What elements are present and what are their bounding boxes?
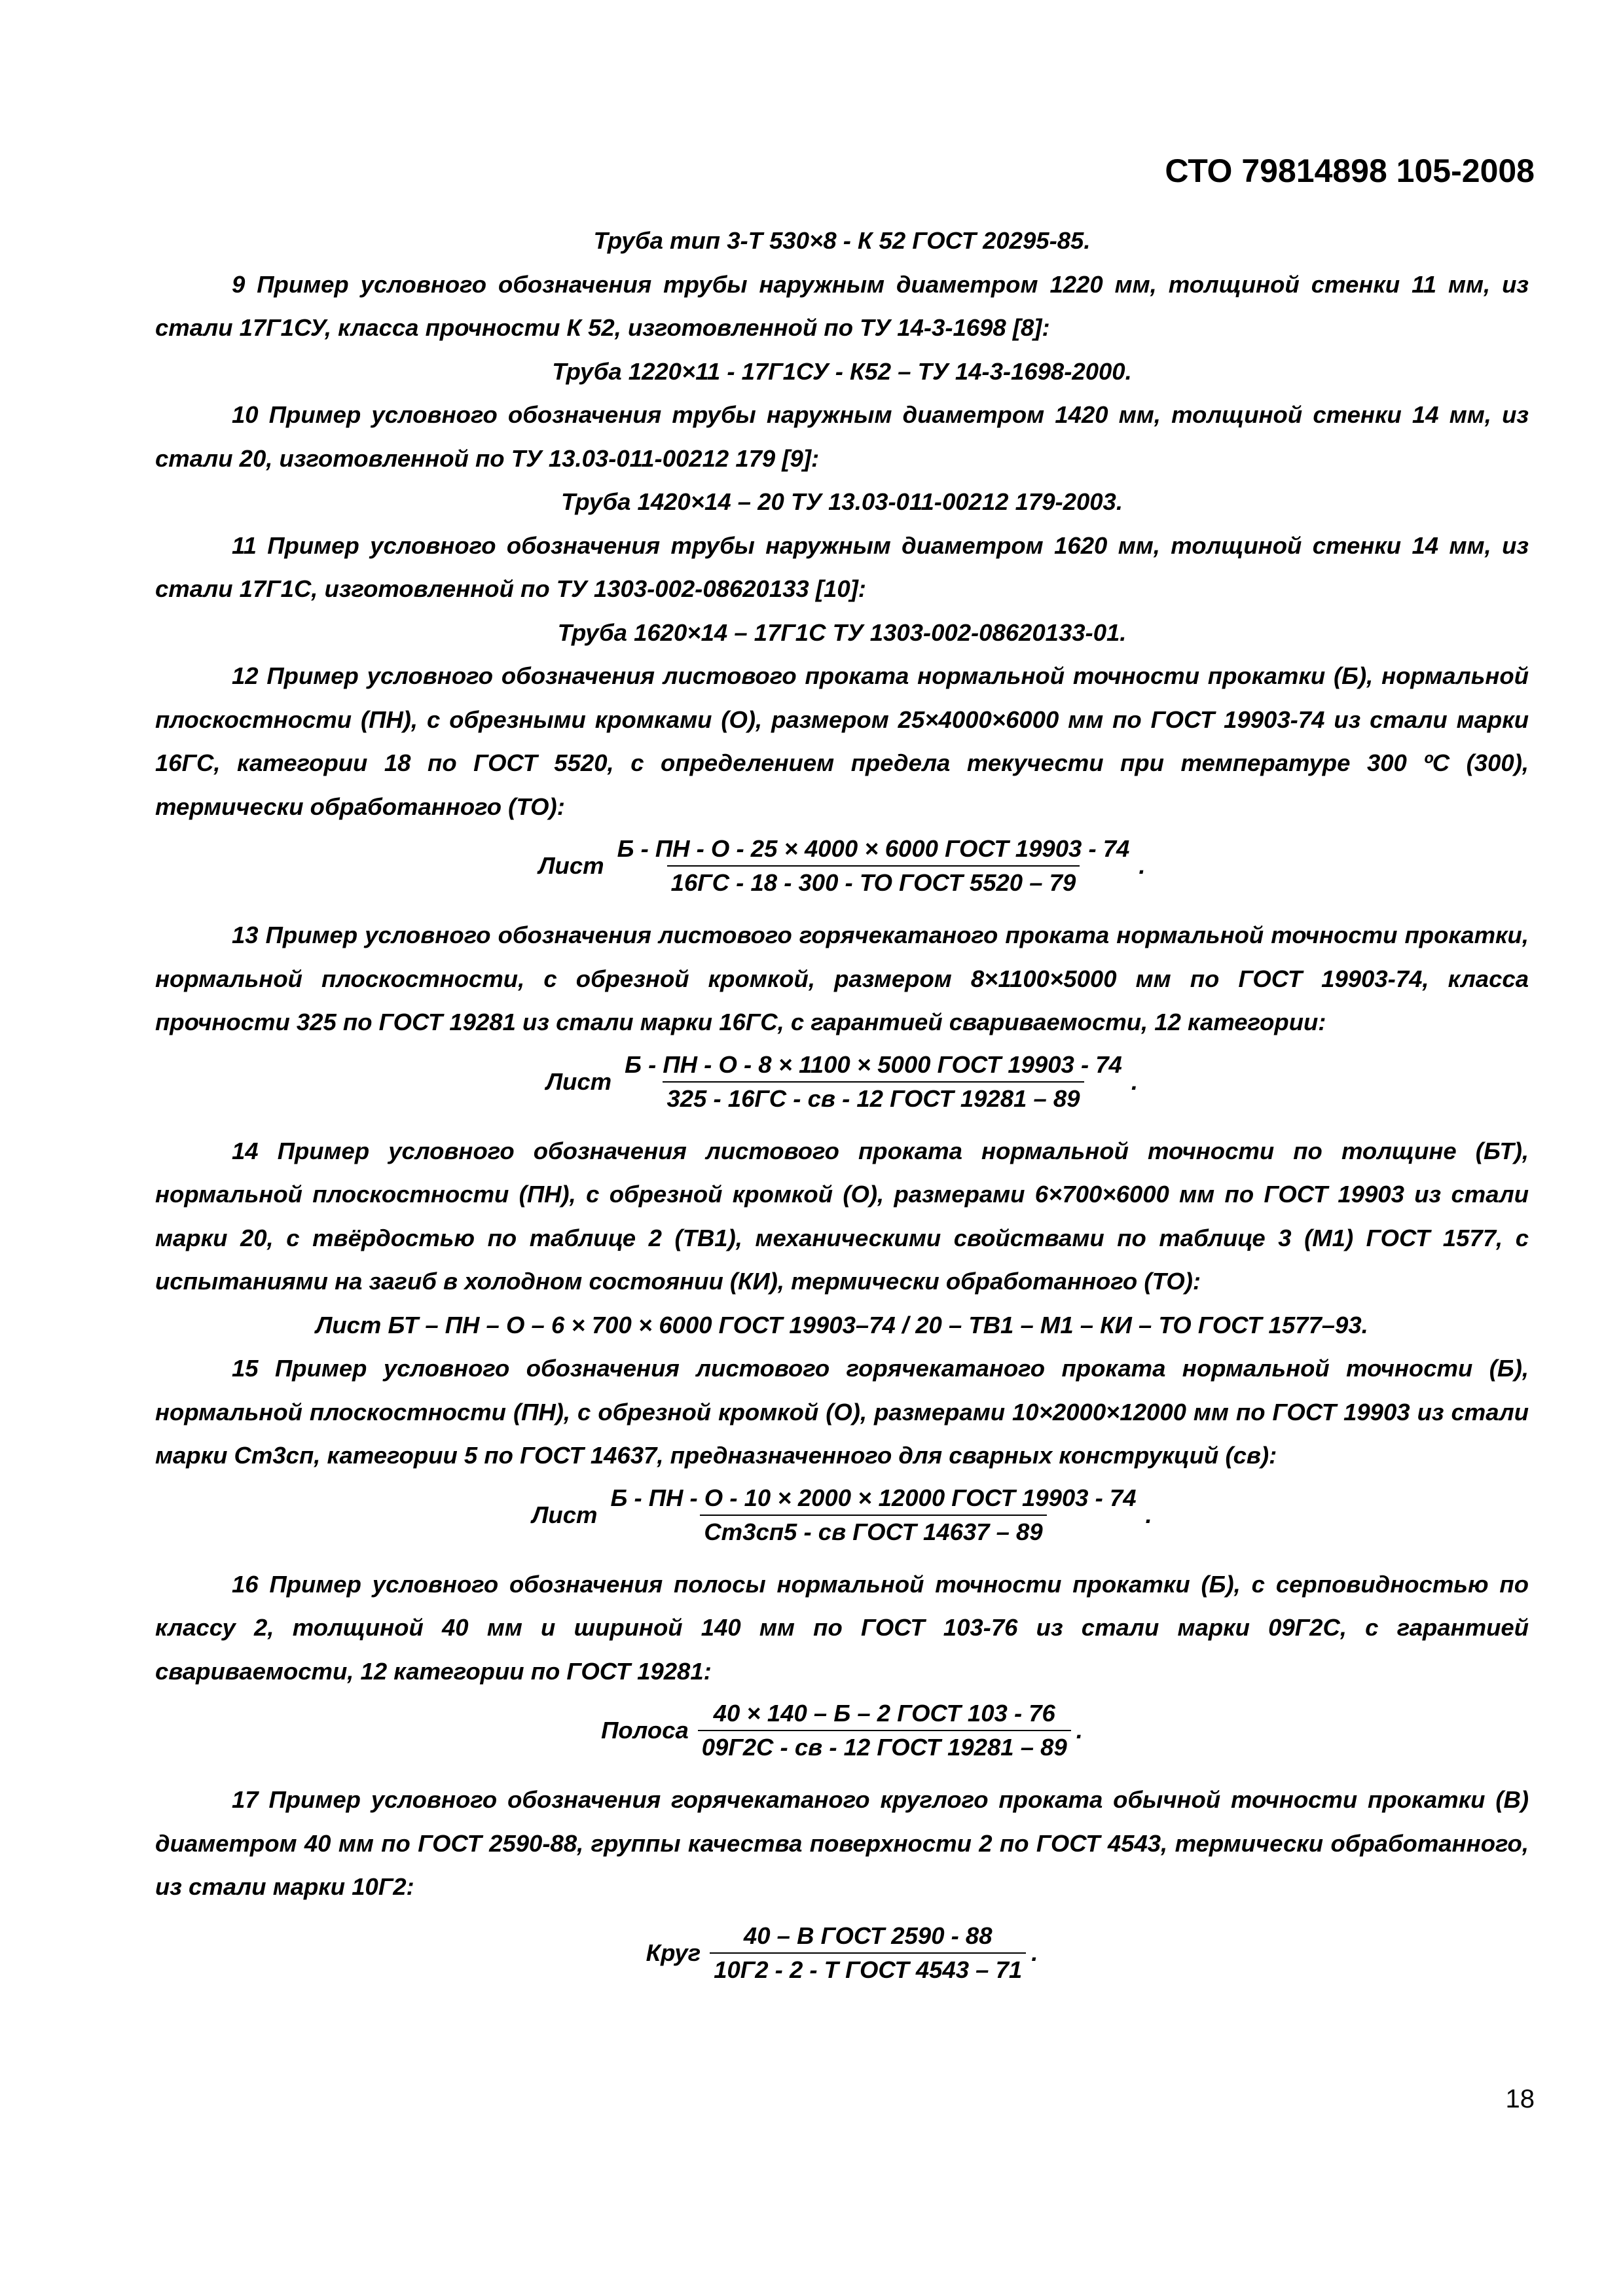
fraction-numerator: Б - ПН - О - 8 × 1100 × 5000 ГОСТ 19903 - 74	[625, 1050, 1122, 1078]
formula-word: Лист	[538, 852, 604, 879]
formula-example-17	[155, 1922, 1529, 1984]
example-15-text: 15 Пример условного обозначения листового горячекатаного проката нормальной точности (Б), нормальной плоскостности (ПН), с обрезной кромкой (О), размерами 10×2000×12000 мм по ГОСТ 19903 из стали марки Ст3сп, категории 5 по ГОСТ 14637, предназначенного для сварных конструкций (св):	[155, 1355, 1529, 1469]
formula-word: Полоса	[601, 1717, 689, 1744]
fraction	[613, 835, 1134, 897]
fraction-denominator: 16ГС - 18 - 300 - ТО ГОСТ 5520 – 79	[667, 865, 1080, 897]
fraction-numerator: 40 – В ГОСТ 2590 - 88	[743, 1922, 993, 1949]
fraction-numerator: Б - ПН - О - 10 × 2000 × 12000 ГОСТ 19903 - 74	[610, 1484, 1137, 1511]
fraction-denominator: 325 - 16ГС - св - 12 ГОСТ 19281 – 89	[663, 1081, 1084, 1113]
designation-example-14: Лист БТ – ПН – О – 6 × 700 × 6000 ГОСТ 19903–74 / 20 – ТВ1 – М1 – КИ – ТО ГОСТ 1577–93.	[316, 1311, 1368, 1338]
fraction	[698, 1700, 1071, 1761]
designation-example-8: Труба тип 3-Т 530×8 - К 52 ГОСТ 20295-85.	[593, 227, 1091, 254]
fraction-numerator: 40 × 140 – Б – 2 ГОСТ 103 - 76	[713, 1700, 1055, 1727]
formula-example-13	[155, 1051, 1529, 1113]
formula-example-16	[155, 1700, 1529, 1761]
formula-example-15	[155, 1484, 1529, 1546]
page-body	[155, 219, 1529, 1984]
document-code-header: СТО 79814898 105-2008	[1165, 152, 1535, 189]
fraction-dot: .	[1031, 1939, 1038, 1966]
example-17-text: 17 Пример условного обозначения горячекатаного круглого проката обычной точности прокатки (В) диаметром 40 мм по ГОСТ 2590-88, группы качества поверхности 2 по ГОСТ 4543, термически обработанного, из стали марки 10Г2:	[155, 1786, 1529, 1900]
fraction	[710, 1922, 1026, 1984]
fraction-numerator: Б - ПН - О - 25 × 4000 × 6000 ГОСТ 19903 - 74	[617, 835, 1130, 862]
fraction	[606, 1484, 1140, 1546]
fraction-denominator: Ст3сп5 - св ГОСТ 14637 – 89	[700, 1515, 1046, 1546]
example-11-text: 11 Пример условного обозначения трубы наружным диаметром 1620 мм, толщиной стенки 14 мм, из стали 17Г1С, изготовленной по ТУ 1303-002-08620133 [10]:	[155, 531, 1529, 602]
example-12-text: 12 Пример условного обозначения листового проката нормальной точности прокатки (Б), нормальной плоскостности (ПН), с обрезными кромками (О), размером 25×4000×6000 мм по ГОСТ 19903-74 из стали марки 16ГС, категории 18 по ГОСТ 5520, с определением предела текучести при температуре 300 ºС (300), термически обработанного (ТО):	[155, 662, 1529, 820]
fraction-dot: .	[1131, 1067, 1139, 1095]
fraction-dot: .	[1139, 852, 1146, 879]
designation-example-10: Труба 1420×14 – 20 ТУ 13.03-011-00212 179-2003.	[561, 488, 1123, 515]
formula-example-12	[155, 835, 1529, 897]
example-14-text: 14 Пример условного обозначения листового проката нормальной точности по толщине (БТ), нормальной плоскостности (ПН), с обрезной кромкой (О), размерами 6×700×6000 мм по ГОСТ 19903 из стали марки 20, с твёрдостью по таблице 2 (ТВ1), механическими свойствами по таблице 3 (М1) ГОСТ 1577, с испытаниями на загиб в холодном состоянии (КИ), термически обработанного (ТО):	[155, 1137, 1529, 1295]
page-number: 18	[1505, 2085, 1535, 2113]
fraction	[621, 1051, 1126, 1113]
example-10-text: 10 Пример условного обозначения трубы наружным диаметром 1420 мм, толщиной стенки 14 мм, из стали 20, изготовленной по ТУ 13.03-011-00212 179 [9]:	[155, 401, 1529, 472]
formula-word: Круг	[646, 1939, 701, 1966]
fraction-denominator: 09Г2С - св - 12 ГОСТ 19281 – 89	[698, 1730, 1071, 1761]
example-16-text: 16 Пример условного обозначения полосы нормальной точности прокатки (Б), с серповидностью по классу 2, толщиной 40 мм и шириной 140 мм по ГОСТ 103-76 из стали марки 09Г2С, с гарантией свариваемости, 12 категории по ГОСТ 19281:	[155, 1570, 1529, 1685]
formula-word: Лист	[545, 1067, 612, 1095]
fraction-denominator: 10Г2 - 2 - Т ГОСТ 4543 – 71	[710, 1952, 1026, 1984]
fraction-dot: .	[1076, 1717, 1083, 1744]
example-13-text: 13 Пример условного обозначения листового горячекатаного проката нормальной точности прокатки, нормальной плоскостности, с обрезной кромкой, размером 8×1100×5000 мм по ГОСТ 19903-74, класса прочности 325 по ГОСТ 19281 из стали марки 16ГС, с гарантией свариваемости, 12 категории:	[155, 922, 1529, 1035]
designation-example-9: Труба 1220×11 - 17Г1СУ - К52 – ТУ 14-3-1698-2000.	[552, 357, 1132, 385]
fraction-dot: .	[1145, 1501, 1152, 1528]
formula-word: Лист	[532, 1501, 598, 1528]
designation-example-11: Труба 1620×14 – 17Г1С ТУ 1303-002-08620133-01.	[557, 619, 1127, 646]
example-9-text: 9 Пример условного обозначения трубы наружным диаметром 1220 мм, толщиной стенки 11 мм, из стали 17Г1СУ, класса прочности К 52, изготовленной по ТУ 14-3-1698 [8]:	[155, 270, 1529, 341]
